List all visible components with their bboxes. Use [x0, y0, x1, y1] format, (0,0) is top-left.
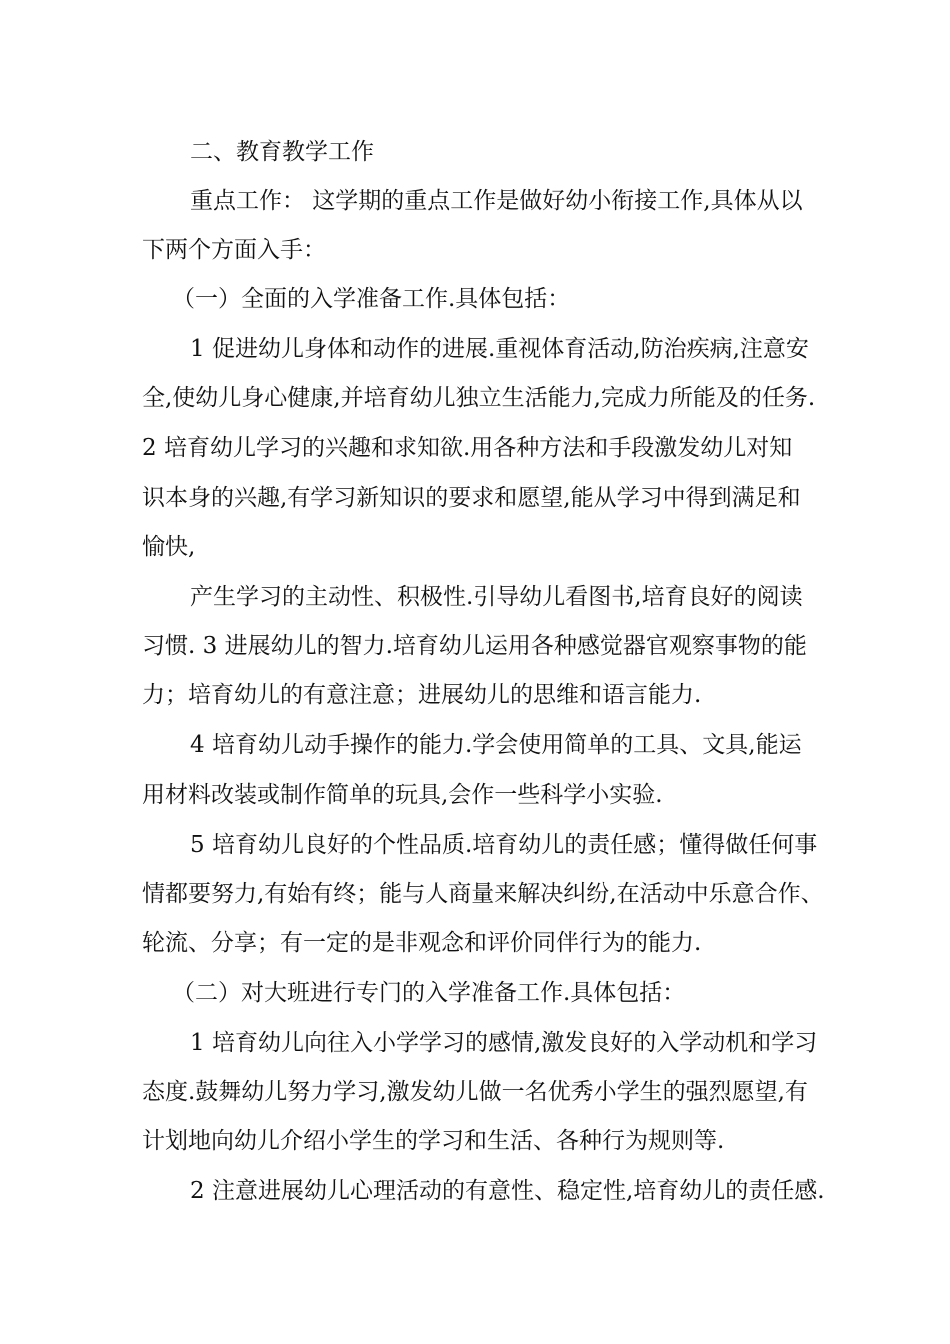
paragraph-line: 2 培育幼儿学习的兴趣和求知欲.用各种方法和手段激发幼儿对知 [142, 435, 793, 461]
paragraph-line: 1 促进幼儿身体和动作的进展.重视体育活动,防治疾病,注意安 [190, 336, 809, 362]
subsection-heading: （一）全面的入学准备工作.具体包括： [172, 286, 571, 312]
paragraph-line: 识本身的兴趣,有学习新知识的要求和愿望,能从学习中得到满足和 [142, 485, 801, 511]
paragraph-line: 下两个方面入手： [142, 237, 326, 263]
subsection-heading: （二）对大班进行专门的入学准备工作.具体包括： [172, 980, 686, 1006]
paragraph-line: 全,使幼儿身心健康,并培育幼儿独立生活能力,完成力所能及的任务. [142, 385, 816, 411]
paragraph-line: 5 培育幼儿良好的个性品质.培育幼儿的责任感；懂得做任何事 [190, 832, 818, 858]
paragraph-line: 习惯. 3 进展幼儿的智力.培育幼儿运用各种感觉器官观察事物的能 [142, 633, 807, 659]
paragraph-line: 用材料改装或制作简单的玩具,会作一些科学小实验. [142, 782, 663, 808]
paragraph-line: 愉快, [142, 534, 196, 560]
paragraph-line: 1 培育幼儿向往入小学学习的感情,激发良好的入学动机和学习 [190, 1030, 818, 1056]
paragraph-line: 情都要努力,有始有终；能与人商量来解决纠纷,在活动中乐意合作、 [142, 881, 824, 907]
section-heading: 二、教育教学工作 [190, 139, 374, 165]
paragraph-line: 计划地向幼儿介绍小学生的学习和生活、各种行为规则等. [142, 1128, 725, 1154]
paragraph-line: 重点工作： 这学期的重点工作是做好幼小衔接工作,具体从以 [190, 188, 803, 214]
paragraph-line: 态度.鼓舞幼儿努力学习,激发幼儿做一名优秀小学生的强烈愿望,有 [142, 1079, 808, 1105]
paragraph-line: 产生学习的主动性、积极性.引导幼儿看图书,培育良好的阅读 [190, 584, 803, 610]
paragraph-line: 轮流、分享；有一定的是非观念和评价同伴行为的能力. [142, 930, 702, 956]
paragraph-line: 2 注意进展幼儿心理活动的有意性、稳定性,培育幼儿的责任感. [190, 1178, 825, 1204]
paragraph-line: 力；培育幼儿的有意注意；进展幼儿的思维和语言能力. [142, 682, 702, 708]
paragraph-line: 4 培育幼儿动手操作的能力.学会使用简单的工具、文具,能运 [190, 732, 802, 758]
